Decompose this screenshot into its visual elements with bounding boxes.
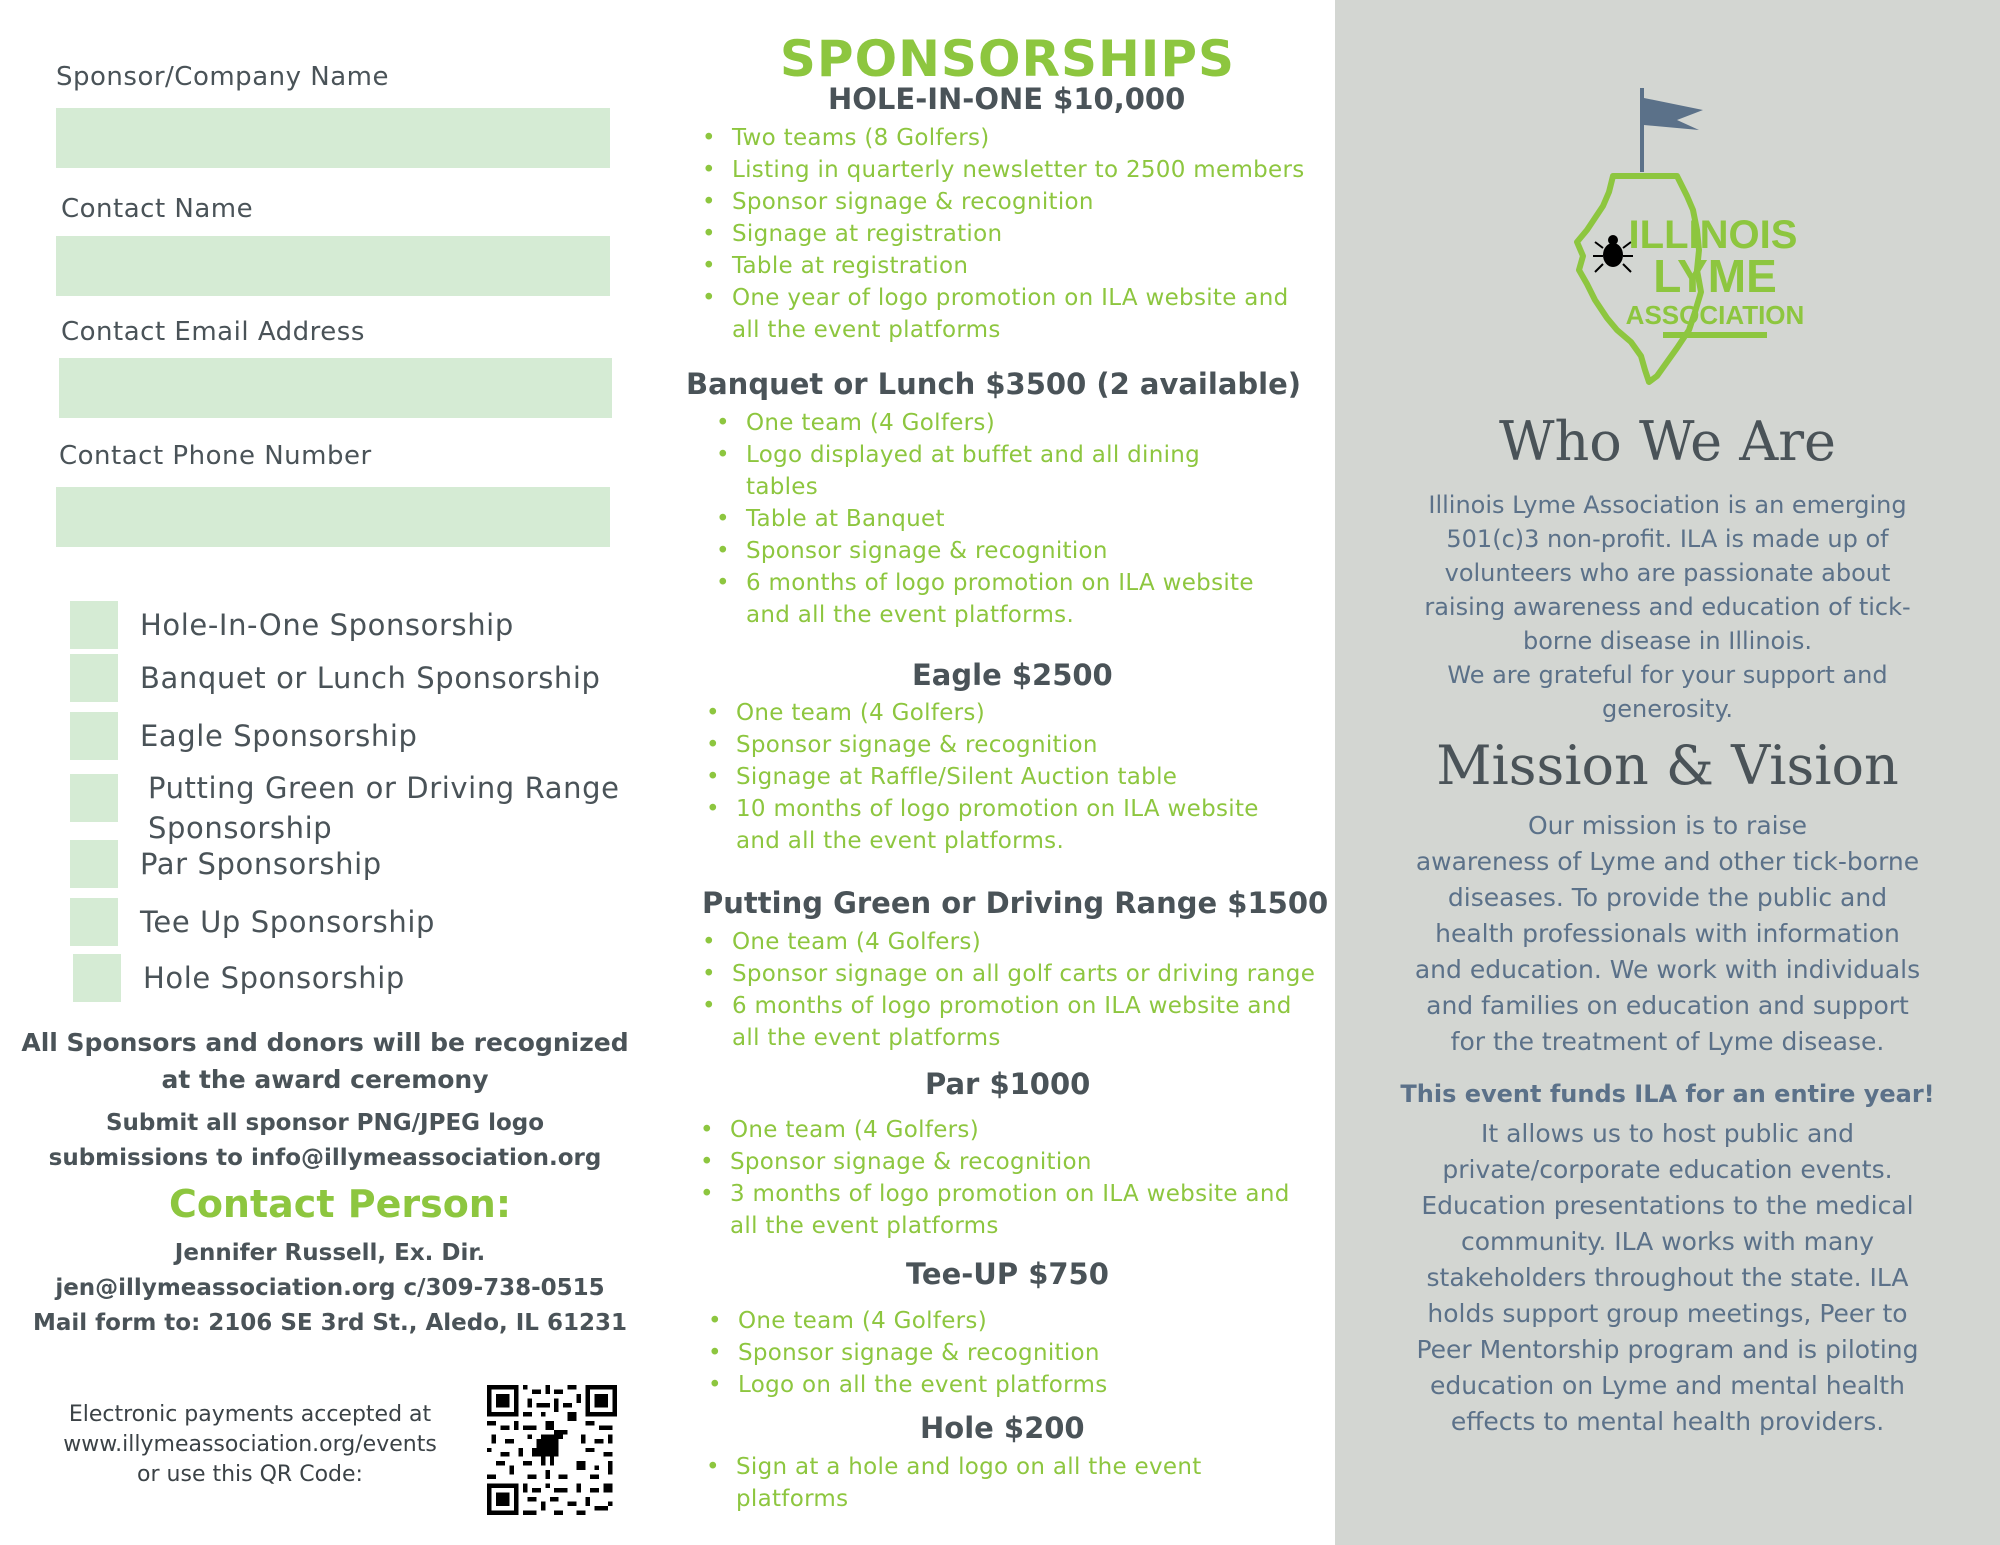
list-item: • Sponsor signage & recognition [708, 1337, 1108, 1369]
checkbox-label: Par Sponsorship [140, 847, 382, 881]
list-item: • Sponsor signage & recognition [702, 186, 1305, 218]
who-we-are-text [1375, 488, 1960, 726]
text-line: volunteers who are passionate about [1444, 559, 1891, 587]
funds-text [1375, 1116, 1960, 1440]
tier-banquet-heading: Banquet or Lunch $3500 (2 available) [686, 367, 1302, 401]
text-line: holds support group meetings, Peer to [1427, 1299, 1908, 1328]
list-item: • One team (4 Golfers) [708, 1305, 1108, 1337]
tick-icon [1593, 235, 1633, 272]
list-item: • Logo displayed at buffet and all dining [716, 439, 1254, 471]
text-line: Education presentations to the medical [1421, 1191, 1914, 1220]
list-item: • One year of logo promotion on ILA website and [702, 282, 1305, 314]
recognition-line-1: All Sponsors and donors will be recognized [21, 1028, 629, 1057]
text-line: awareness of Lyme and other tick-borne [1415, 847, 1920, 876]
tier-hole-in-one-list [702, 122, 1305, 346]
tier-putting-green-list [702, 926, 1315, 1054]
tier-hole-list [706, 1451, 1202, 1515]
list-item: • Sign at a hole and logo on all the event [706, 1451, 1202, 1483]
tier-eagle-heading: Eagle $2500 [912, 658, 1113, 692]
checkbox-box[interactable] [70, 898, 118, 946]
payment-url[interactable]: www.illymeassociation.org/events [63, 1432, 437, 1457]
checkbox-par[interactable] [70, 840, 382, 888]
list-item: all the event platforms [732, 317, 1001, 343]
contact-name-input[interactable] [56, 236, 610, 296]
list-item: • One team (4 Golfers) [702, 926, 1315, 958]
contact-person-name: Jennifer Russell, Ex. Dir. [174, 1240, 486, 1266]
company-name-input[interactable] [56, 108, 610, 168]
text-line: private/corporate education events. [1442, 1155, 1893, 1184]
contact-email-label: Contact Email Address [61, 317, 365, 347]
checkbox-label [148, 768, 620, 848]
list-item: • Listing in quarterly newsletter to 2500 members [702, 154, 1305, 186]
text-line: 501(c)3 non-profit. ILA is made up of [1446, 525, 1889, 553]
tier-hole-heading: Hole $200 [920, 1411, 1085, 1445]
mission-vision-text [1375, 808, 1960, 1060]
tier-tee-up-heading: Tee-UP $750 [906, 1257, 1109, 1291]
tier-hole-in-one-heading: HOLE-IN-ONE $10,000 [828, 82, 1186, 116]
recognition-note [0, 1024, 650, 1098]
contact-person-title: Contact Person: [168, 1182, 512, 1226]
list-item: • Sponsor signage & recognition [706, 729, 1259, 761]
list-item: • Signage at registration [702, 218, 1305, 250]
list-item: tables [746, 474, 819, 500]
text-line: raising awareness and education of tick- [1424, 593, 1911, 621]
funds-title: This event funds ILA for an entire year! [1400, 1080, 1935, 1108]
checkbox-putting-green[interactable] [70, 774, 118, 822]
checkbox-tee-up[interactable] [70, 898, 435, 946]
checkbox-box[interactable] [70, 712, 118, 760]
flag-icon [1644, 98, 1703, 130]
text-line: and families on education and support [1426, 991, 1909, 1020]
tier-tee-up-list [708, 1305, 1108, 1401]
logo-line-2: LYME [1653, 250, 1777, 302]
text-line: health professionals with information [1435, 919, 1900, 948]
tier-eagle-list [706, 697, 1259, 857]
text-line: We are grateful for your support and [1447, 661, 1888, 689]
contact-phone-input[interactable] [56, 487, 610, 547]
list-item: • Sponsor signage & recognition [700, 1146, 1290, 1178]
checkbox-box[interactable] [70, 654, 118, 702]
list-item: all the event platforms [732, 1025, 1001, 1051]
text-line: education on Lyme and mental health [1430, 1371, 1905, 1400]
checkbox-hole[interactable] [73, 954, 405, 1002]
list-item: • Logo on all the event platforms [708, 1369, 1108, 1401]
checkbox-box[interactable] [70, 774, 118, 822]
list-item: • Table at registration [702, 250, 1305, 282]
list-item: platforms [736, 1486, 849, 1512]
logo-line-1: ILLINOIS [1628, 213, 1798, 257]
list-item: and all the event platforms. [736, 828, 1065, 854]
list-item: • One team (4 Golfers) [716, 407, 1254, 439]
payment-note [40, 1400, 460, 1490]
checkbox-label: Banquet or Lunch Sponsorship [140, 661, 601, 695]
checkbox-label: Hole-In-One Sponsorship [140, 608, 514, 642]
list-item: • Signage at Raffle/Silent Auction table [706, 761, 1259, 793]
checkbox-label: Tee Up Sponsorship [140, 905, 436, 939]
text-line: diseases. To provide the public and [1447, 883, 1888, 912]
mission-vision-title: Mission & Vision [1436, 734, 1899, 797]
contact-phone-label: Contact Phone Number [59, 441, 372, 471]
contact-name-label: Contact Name [61, 194, 254, 224]
who-we-are-title: Who We Are [1499, 410, 1836, 473]
text-line: Illinois Lyme Association is an emerging [1428, 491, 1907, 519]
checkbox-label-line-2: Sponsorship [148, 811, 333, 845]
text-line: generosity. [1602, 695, 1733, 723]
contact-details [0, 1236, 660, 1341]
checkbox-eagle[interactable] [70, 712, 418, 760]
text-line: It allows us to host public and [1480, 1119, 1855, 1148]
list-item: • 6 months of logo promotion on ILA website and [702, 990, 1315, 1022]
text-line: for the treatment of Lyme disease. [1450, 1027, 1885, 1056]
payment-line-3: or use this QR Code: [137, 1462, 363, 1487]
list-item: and all the event platforms. [746, 602, 1075, 628]
about-panel [1335, 0, 2000, 1545]
list-item: • 10 months of logo promotion on ILA website [706, 793, 1259, 825]
tier-par-list [700, 1114, 1290, 1242]
logo-submission-note [0, 1106, 650, 1176]
list-item: • 3 months of logo promotion on ILA website and [700, 1178, 1290, 1210]
sponsorship-tiers [680, 0, 1335, 1545]
text-line: borne disease in Illinois. [1522, 627, 1813, 655]
checkbox-label: Eagle Sponsorship [140, 719, 418, 753]
payment-line-1: Electronic payments accepted at [68, 1402, 432, 1427]
text-line: Our mission is to raise [1527, 811, 1808, 840]
checkbox-box[interactable] [70, 840, 118, 888]
text-line: and education. We work with individuals [1414, 955, 1921, 984]
list-item: • Table at Banquet [716, 503, 1254, 535]
submission-line-1: Submit all sponsor PNG/JPEG logo [105, 1110, 545, 1136]
checkbox-label-line-1: Putting Green or Driving Range [148, 771, 620, 805]
logo-underline [1663, 332, 1767, 338]
checkbox-label: Hole Sponsorship [143, 961, 405, 995]
tier-banquet-list [716, 407, 1254, 631]
text-line: effects to mental health providers. [1450, 1407, 1885, 1436]
illinois-lyme-logo [1565, 80, 1805, 390]
submission-line-2: submissions to info@illymeassociation.org [48, 1145, 602, 1171]
tier-putting-green-heading: Putting Green or Driving Range $1500 [702, 886, 1329, 920]
contact-email-input[interactable] [59, 358, 612, 418]
logo-line-3: ASSOCIATION [1625, 300, 1805, 330]
text-line: Peer Mentorship program and is piloting [1416, 1335, 1919, 1364]
tier-par-heading: Par $1000 [925, 1067, 1091, 1101]
text-line: community. ILA works with many [1460, 1227, 1874, 1256]
list-item: • 6 months of logo promotion on ILA website [716, 567, 1254, 599]
list-item: • One team (4 Golfers) [700, 1114, 1290, 1146]
sponsorships-title: SPONSORSHIPS [779, 30, 1236, 88]
sponsor-form [0, 0, 680, 1545]
checkbox-banquet-lunch[interactable] [70, 654, 601, 702]
text-line: stakeholders throughout the state. ILA [1426, 1263, 1909, 1292]
checkbox-box[interactable] [73, 954, 121, 1002]
list-item: all the event platforms [730, 1213, 999, 1239]
list-item: • Two teams (8 Golfers) [702, 122, 1305, 154]
mail-address: Mail form to: 2106 SE 3rd St., Aledo, IL 61231 [32, 1310, 627, 1336]
recognition-line-2: at the award ceremony [161, 1065, 489, 1094]
checkbox-box[interactable] [70, 601, 118, 649]
company-name-label: Sponsor/Company Name [56, 62, 389, 92]
list-item: • Sponsor signage on all golf carts or driving range [702, 958, 1315, 990]
list-item: • One team (4 Golfers) [706, 697, 1259, 729]
contact-person-info: jen@illymeassociation.org c/309-738-0515 [55, 1275, 605, 1301]
checkbox-hole-in-one[interactable] [70, 601, 514, 649]
list-item: • Sponsor signage & recognition [716, 535, 1254, 567]
qr-code[interactable] [487, 1385, 617, 1515]
